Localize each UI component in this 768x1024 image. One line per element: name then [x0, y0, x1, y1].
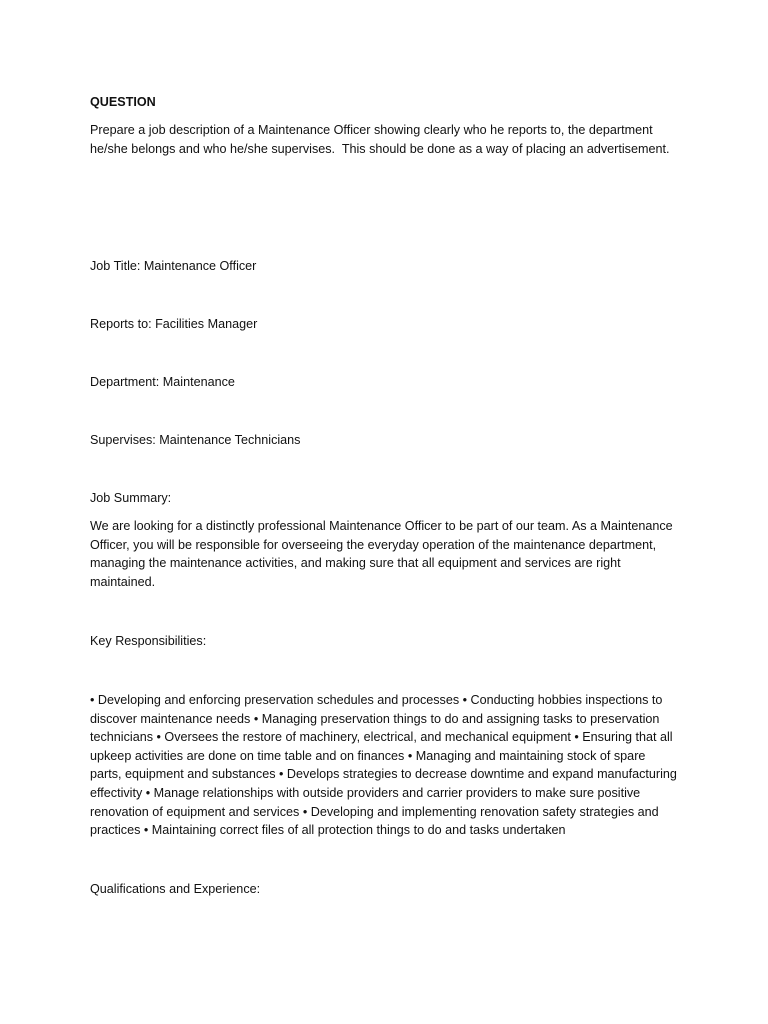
- job-summary-label: Job Summary:: [90, 491, 172, 505]
- qualifications-label: Qualifications and Experience:: [90, 882, 261, 896]
- reports-to-line: Reports to: Facilities Manager: [90, 317, 258, 331]
- job-summary-text: We are looking for a distinctly professional Maintenance Officer to be part of our team. As a Maintenance Officer, you will be responsible for overseeing the everyday operation of the maintenance department, managing the maintenance activities, and making sure that all equipment and services are right maintained.: [90, 519, 677, 589]
- question-heading: QUESTION: [90, 95, 156, 109]
- job-title-line: Job Title: Maintenance Officer: [90, 259, 257, 273]
- key-responsibilities-label: Key Responsibilities:: [90, 634, 207, 648]
- department-line: Department: Maintenance: [90, 375, 235, 389]
- key-responsibilities-text: • Developing and enforcing preservation schedules and processes • Conducting hobbies inspections to discover maintenance needs • Managing preservation things to do and assigning tasks to preservation technicians • Oversees the restore of machinery, electrical, and mechanical equipment • Ensuring that all upkeep activities are done on time table and on finances • Managing and maintaining stock of spare parts, equipment and substances • Develops strategies to decrease downtime and expand manufacturing effectivity • Manage relationships with outside providers and carrier providers to make sure positive renovation of equipment and services • Developing and implementing renovation safety strategies and practices • Maintaining correct files of all protection things to do and tasks undertaken: [90, 693, 681, 838]
- question-prompt: Prepare a job description of a Maintenance Officer showing clearly who he reports to, the department he/she belongs and who he/she supervises. This should be done as a way of placing an advertisement.: [90, 123, 670, 156]
- supervises-line: Supervises: Maintenance Technicians: [90, 433, 301, 447]
